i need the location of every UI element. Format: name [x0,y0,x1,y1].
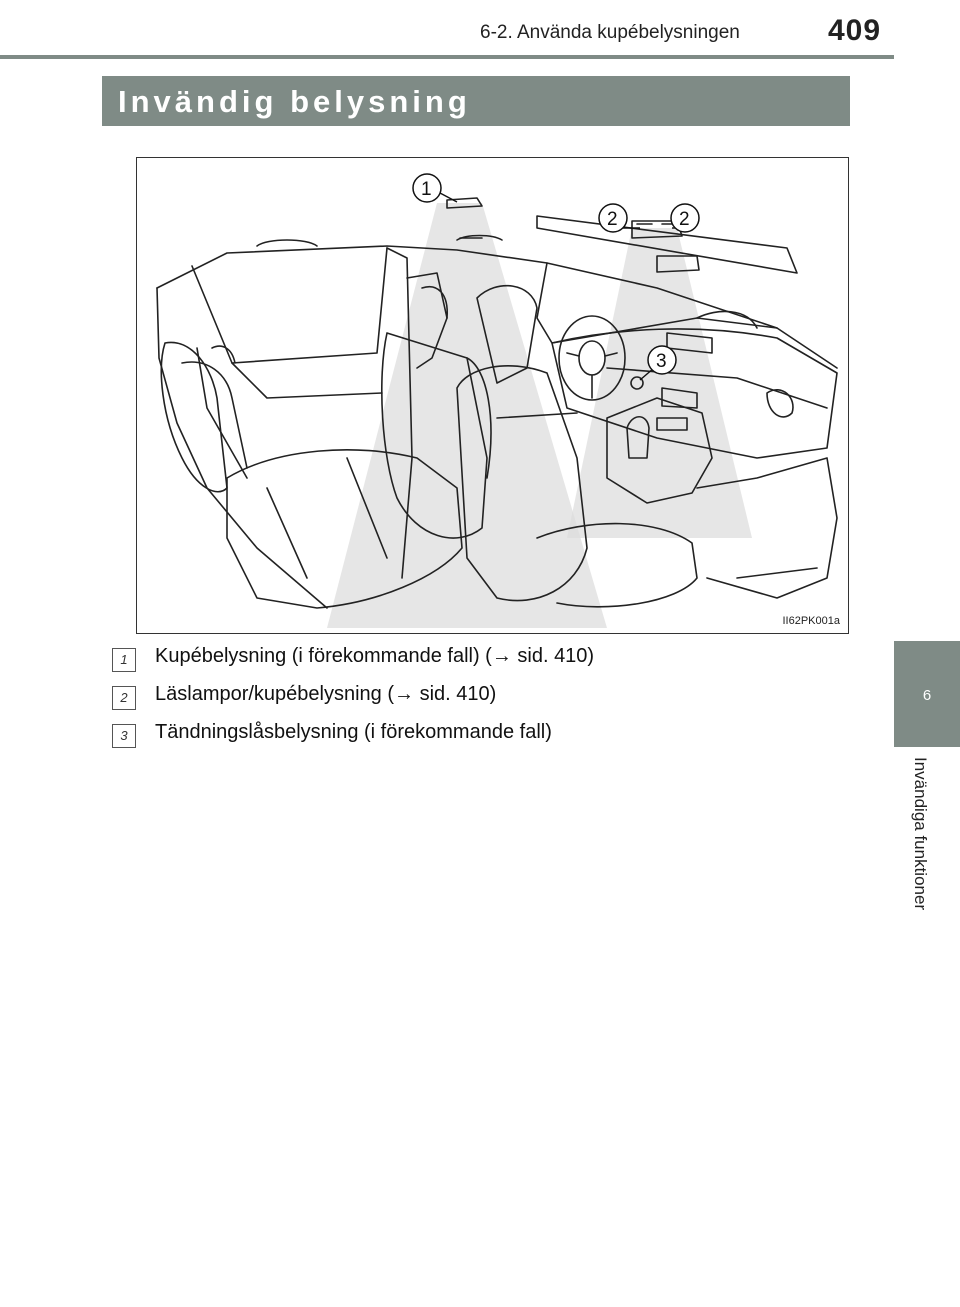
callout-1 [413,174,441,202]
callout-3 [648,346,676,374]
item-number-badge: 3 [112,724,136,748]
figure-code: II62PK001a [782,615,840,627]
chapter-tab [894,641,960,747]
section-header: 6-2. Använda kupébelysningen [480,22,740,43]
title-bar [102,76,850,126]
callout-2b-label: 2 [679,209,690,230]
callout-3-label: 3 [656,351,667,372]
header-rule [0,55,894,59]
page-title: Invändig belysning [118,84,471,119]
page-number: 409 [828,14,882,47]
item-description: Kupébelysning (i förekommande fall) (→ sid. 410) [155,645,595,667]
callout-2a [599,204,627,232]
item-description: Tändningslåsbelysning (i förekommande fall) [155,721,552,743]
car-interior-illustration [136,157,849,634]
item-number-badge: 2 [112,686,136,710]
callout-1-label: 1 [421,179,432,200]
chapter-title: Invändiga funktioner [911,757,930,911]
chapter-number: 6 [922,687,932,704]
item-description: Läslampor/kupébelysning (→ sid. 410) [155,683,497,705]
car-interior-drawing [137,158,848,633]
callout-2a-label: 2 [607,209,618,230]
item-number-badge: 1 [112,648,136,672]
callout-2b [671,204,699,232]
